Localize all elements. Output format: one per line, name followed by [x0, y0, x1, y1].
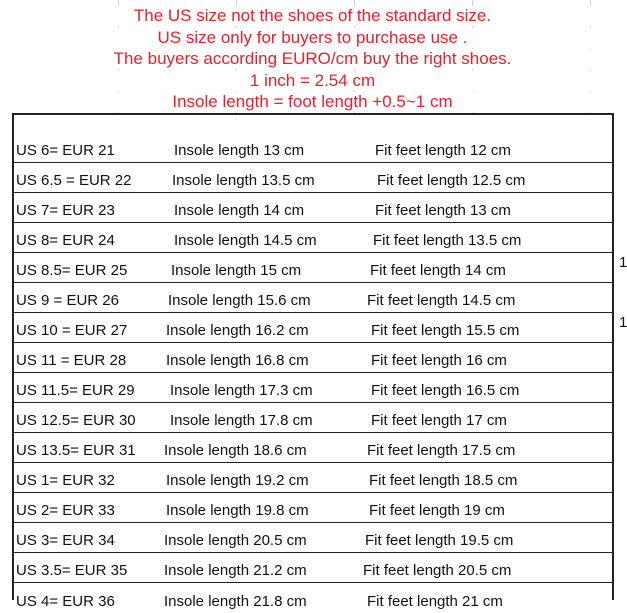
size-cell: US 11.5= EUR 29 — [16, 382, 135, 399]
insole-cell: Insole length 19.2 cm — [166, 472, 309, 489]
insole-cell: Insole length 20.5 cm — [164, 532, 307, 549]
size-cell: US 6= EUR 21 — [16, 142, 115, 159]
table-row — [14, 553, 612, 583]
table-row — [14, 283, 612, 313]
table-row — [14, 523, 612, 553]
table-row — [14, 463, 612, 493]
fit-cell: Fit feet length 18.5 cm — [369, 472, 518, 489]
table-row — [14, 403, 612, 433]
note-line: The US size not the shoes of the standard size. — [0, 6, 625, 26]
fit-cell: Fit feet length 19.5 cm — [365, 532, 514, 549]
insole-cell: Insole length 19.8 cm — [166, 502, 309, 519]
size-cell: US 13.5= EUR 31 — [16, 442, 136, 459]
insole-cell: Insole length 14.5 cm — [174, 232, 317, 249]
table-row — [14, 343, 612, 373]
fit-cell: Fit feet length 15.5 cm — [371, 322, 520, 339]
note-line: The buyers according EURO/cm buy the right shoes. — [0, 49, 625, 69]
size-cell: US 10 = EUR 27 — [16, 322, 128, 339]
note-line: Insole length = foot length +0.5~1 cm — [0, 92, 625, 112]
insole-cell: Insole length 21.8 cm — [164, 593, 307, 610]
size-cell: US 2= EUR 33 — [16, 502, 115, 519]
size-cell: US 8= EUR 24 — [16, 232, 115, 249]
table-row — [14, 163, 612, 193]
note-line: 1 inch = 2.54 cm — [0, 71, 625, 91]
size-cell: US 9 = EUR 26 — [16, 292, 119, 309]
fit-cell: Fit feet length 21 cm — [367, 593, 503, 610]
fit-cell: Fit feet length 13 cm — [375, 202, 511, 219]
fit-cell: Fit feet length 13.5 cm — [373, 232, 522, 249]
size-cell: US 3= EUR 34 — [16, 532, 115, 549]
insole-cell: Insole length 17.8 cm — [170, 412, 313, 429]
fit-cell: Fit feet length 12 cm — [375, 142, 511, 159]
fit-cell: Fit feet length 14 cm — [370, 262, 506, 279]
insole-cell: Insole length 21.2 cm — [164, 562, 307, 579]
table-row — [14, 133, 612, 163]
fit-cell: Fit feet length 16.5 cm — [371, 382, 520, 399]
note-line: US size only for buyers to purchase use . — [0, 28, 625, 48]
size-cell: US 1= EUR 32 — [16, 472, 115, 489]
table-row — [14, 373, 612, 403]
insole-cell: Insole length 15.6 cm — [168, 292, 311, 309]
insole-cell: Insole length 13 cm — [174, 142, 305, 159]
fit-cell: Fit feet length 17.5 cm — [367, 442, 516, 459]
insole-cell: Insole length 13.5 cm — [172, 172, 315, 189]
size-cell: US 11 = EUR 28 — [16, 352, 127, 369]
size-cell: US 3.5= EUR 35 — [16, 562, 128, 579]
size-cell: US 8.5= EUR 25 — [16, 262, 128, 279]
table-row — [14, 433, 612, 463]
size-table — [12, 113, 614, 610]
fit-cell: Fit feet length 16 cm — [371, 352, 507, 369]
table-row — [14, 493, 612, 523]
insole-cell: Insole length 14 cm — [174, 202, 305, 219]
size-cell: US 6.5 = EUR 22 — [16, 172, 132, 189]
insole-cell: Insole length 18.6 cm — [164, 442, 307, 459]
insole-cell: Insole length 16.2 cm — [166, 322, 309, 339]
clipped-cell-text: 1 — [619, 314, 627, 331]
fit-cell: Fit feet length 14.5 cm — [367, 292, 516, 309]
table-row — [14, 193, 612, 223]
fit-cell: Fit feet length 19 cm — [369, 502, 505, 519]
insole-cell: Insole length 17.3 cm — [170, 382, 313, 399]
fit-cell: Fit feet length 12.5 cm — [377, 172, 526, 189]
fit-cell: Fit feet length 20.5 cm — [363, 562, 512, 579]
size-cell: US 7= EUR 23 — [16, 202, 115, 219]
table-row — [14, 223, 612, 253]
insole-cell: Insole length 16.8 cm — [166, 352, 309, 369]
clipped-cell-text: 1 — [619, 254, 627, 271]
fit-cell: Fit feet length 17 cm — [371, 412, 507, 429]
table-row — [14, 313, 612, 343]
insole-cell: Insole length 15 cm — [171, 262, 302, 279]
size-cell: US 4= EUR 36 — [16, 593, 115, 610]
table-row — [14, 253, 612, 283]
size-cell: US 12.5= EUR 30 — [16, 412, 136, 429]
table-row — [14, 583, 612, 613]
